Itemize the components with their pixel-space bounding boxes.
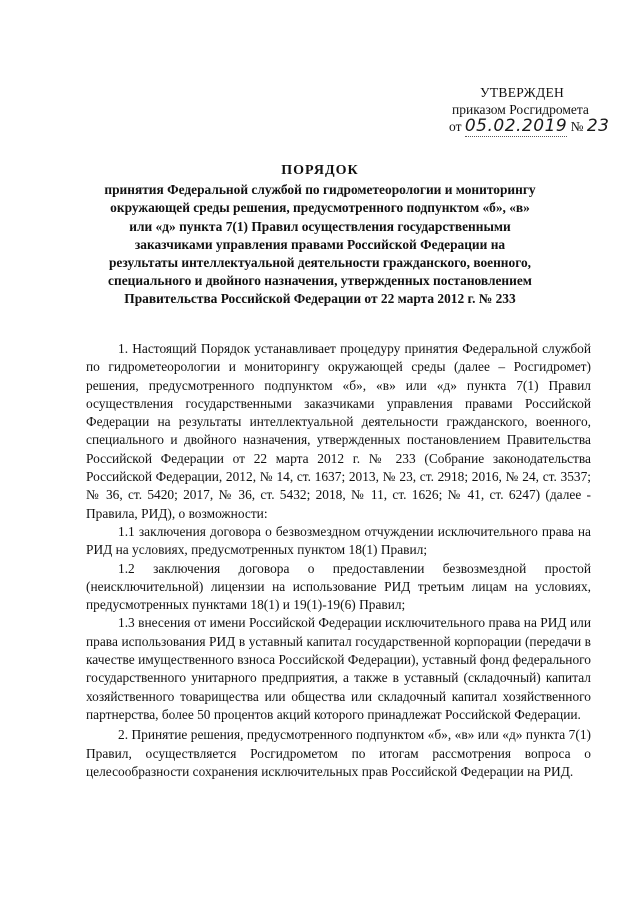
paragraph-1: 1. Настоящий Порядок устанавливает процедуру принятия Федеральной службой по гидрометеорологии и мониторингу окружающей среды (далее – Росгидромет) решения, предусмотренного подпунктом «б», «в» или «д» пункта 7(1) Правил осуществления государственными заказчиками управления правами Российской Федерации на результаты интеллектуальной деятельности гражданского, военного, специального и двойного назначения, утвержденных постановлением Правительства Российской Федерации от 22 марта 2012 г. № 233 (Собрание законодательства Российской Федерации, 2012, № 14, ст. 1637; 2013, № 23, ст. 2918; 2016, № 24, ст. 3537; № 36, ст. 5420; 2017, № 36, ст. 5432; 2018, № 11, ст. 1626; № 41, ст. 6247) (далее - Правила, РИД), о возможности:: [86, 341, 591, 521]
approval-from-prefix: от: [449, 119, 462, 134]
paragraph-2: 2. Принятие решения, предусмотренного подпунктом «б», «в» или «д» пункта 7(1) Правил, осуществляется Росгидрометом по итогам рассмотрения вопроса о целесообразности сохранения исключительных прав Российской Федерации на РИД.: [86, 727, 591, 779]
document-title: ПОРЯДОК: [281, 163, 359, 178]
approval-stamp: [449, 84, 632, 136]
document-body: [86, 340, 591, 781]
approval-order-line: приказом Росгидромета: [452, 102, 589, 117]
paragraph-1-2: 1.2 заключения договора о предоставлении безвозмездной простой (неисключительной) лицензии на использование РИД третьим лицам на условиях, предусмотренных пунктами 18(1) и 19(1)-19(6) Правил;: [86, 560, 591, 613]
paragraph-1-1: 1.1 заключения договора о безвозмездном отчуждении исключительного права на РИД на условиях, предусмотренных пунктом 18(1) Правил;: [86, 523, 591, 558]
approval-number-prefix: №: [570, 119, 584, 134]
document-heading: [100, 162, 540, 309]
approval-title: УТВЕРЖДЕН: [480, 85, 565, 100]
paragraph-1-3: 1.3 внесения от имени Российской Федерации исключительного права на РИД или права использования РИД в уставный капитал государственной корпорации (передачи в качестве имущественного взноса Российской Федерации), уставный фонд федерального государственного унитарного предприятия, а также в уставный (складочный) капитал хозяйственного товарищества или общества или складочный капитал хозяйственного партнерства, более 50 процентов акций которого принадлежат Российской Федерации.: [86, 615, 591, 722]
approval-date: 05.02.2019: [464, 116, 568, 136]
approval-number: 23: [586, 116, 610, 136]
approval-date-number: [449, 118, 632, 135]
document-subtitle: принятия Федеральной службой по гидрометеорологии и мониторингу окружающей среды решения, предусмотренного подпунктом «б», «в» или «д» пункта 7(1) Правил осуществления государственными заказчиками управления правами Российской Федерации на результаты интеллектуальной деятельности гражданского, военного, специального и двойного назначения, утвержденных постановлением Правительства Российской Федерации от 22 марта 2012 г. № 233: [104, 182, 536, 307]
